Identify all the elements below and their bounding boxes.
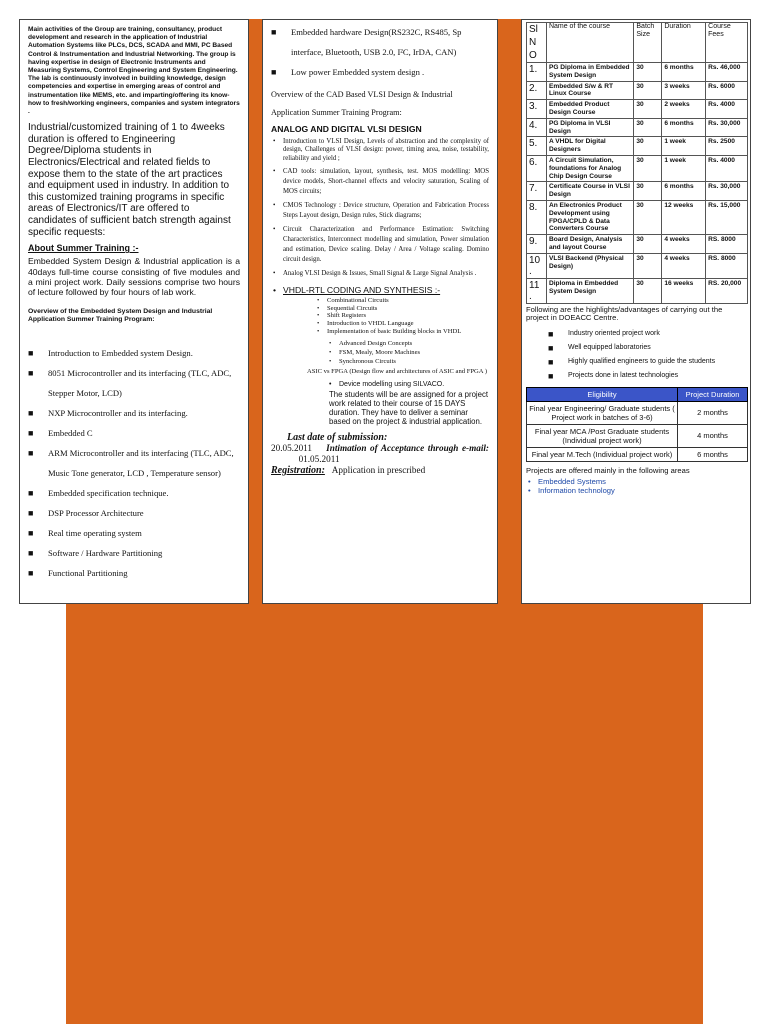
fees-cell: RS. 8000 bbox=[706, 253, 748, 278]
header-duration: Duration bbox=[662, 23, 706, 63]
course-rows bbox=[527, 63, 748, 304]
list-item: • CMOS Technology : Device structure, Operation and Fabrication Process Steps Layout design, Design rules, Stick diagrams; bbox=[271, 201, 489, 221]
eligibility-cell: Final year MCA /Post Graduate students (Individual project work) bbox=[527, 424, 678, 447]
vhdl-heading bbox=[271, 285, 489, 295]
advanced-topic-list bbox=[271, 339, 489, 366]
industrial-training-text: Industrial/customized training of 1 to 4weeks duration is offered to Engineering Degree/Diploma students in Electronics/Electrical and related fields to expose them to the state of the art practices and equipment used in industry. In addition to this customized training programs in specific areas of Electronics/IT are offered to candidates of sufficient batch strength against specific requests: bbox=[28, 122, 231, 238]
list-item: ■ Real time operating system bbox=[28, 523, 240, 543]
fees-cell: Rs. 30,000 bbox=[706, 118, 748, 137]
table-row bbox=[527, 63, 748, 82]
intimation-date: 01.05.2011 bbox=[298, 453, 340, 464]
vlsi-overview-heading: Overview of the CAD Based VLSI Design & Industrial Application Summer Training Program: bbox=[271, 90, 453, 117]
duration-cell: 4 weeks bbox=[662, 235, 706, 254]
list-item: ■ Well equipped laboratories bbox=[548, 341, 746, 355]
course-name-cell: Certificate Course in VLSI Design bbox=[546, 182, 633, 201]
sl-cell: 11 . bbox=[527, 278, 547, 303]
sl-cell: 10 . bbox=[527, 253, 547, 278]
batch-cell: 30 bbox=[634, 137, 662, 156]
sl-cell: 8. bbox=[527, 200, 547, 234]
vhdl-heading-text: VHDL-RTL CODING AND SYNTHESIS :- bbox=[283, 285, 441, 296]
table-row bbox=[527, 182, 748, 201]
embedded-module-list-cont bbox=[271, 22, 489, 82]
silvaco-text bbox=[271, 381, 489, 388]
sl-cell: 9. bbox=[527, 235, 547, 254]
fees-cell: Rs. 4000 bbox=[706, 100, 748, 119]
header-sl: Sl N O bbox=[527, 23, 547, 63]
table-row bbox=[527, 447, 748, 461]
fees-cell: RS. 20,000 bbox=[706, 278, 748, 303]
eligibility-cell: Final year M.Tech (Individual project work) bbox=[527, 447, 678, 461]
batch-cell: 30 bbox=[634, 200, 662, 234]
embedded-overview-heading: Overview of the Embedded System Design and Industrial Application Summer Training Program: bbox=[28, 307, 213, 324]
duration-cell: 12 weeks bbox=[662, 200, 706, 234]
project-note-text: The students will be are assigned for a project work related to their course of 15 DAYS duration. They have to deliver a seminar based on the project & industrial application. bbox=[329, 389, 489, 426]
sl-cell: 6. bbox=[527, 155, 547, 181]
areas-intro: Projects are offered mainly in the following areas bbox=[526, 465, 690, 475]
last-date-value: 20.05.2011 bbox=[271, 442, 313, 453]
duration-cell: 2 weeks bbox=[662, 100, 706, 119]
list-item: • Information technology bbox=[526, 486, 746, 495]
course-name-cell: VLSI Backend (Physical Design) bbox=[546, 253, 633, 278]
batch-cell: 30 bbox=[634, 63, 662, 82]
duration-cell: 6 months bbox=[662, 182, 706, 201]
vlsi-topic-list bbox=[271, 138, 489, 279]
list-item: • Synchronous Circuits bbox=[327, 357, 489, 366]
orange-backdrop-bottom bbox=[66, 604, 703, 1024]
sl-cell: 1. bbox=[527, 63, 547, 82]
advantages-intro: Following are the highlights/advantages of carrying out the project in DOEACC Centre. bbox=[526, 304, 723, 323]
fees-cell: Rs. 15,000 bbox=[706, 200, 748, 234]
batch-cell: 30 bbox=[634, 81, 662, 100]
table-row bbox=[527, 137, 748, 156]
list-item: • Shift Registers bbox=[315, 312, 489, 320]
list-item: ■ Highly qualified engineers to guide the students bbox=[548, 355, 746, 369]
bullet: • bbox=[329, 380, 332, 388]
fees-cell: Rs. 2500 bbox=[706, 137, 748, 156]
list-item: ■ Software / Hardware Partitioning bbox=[28, 543, 240, 563]
intimation-label: Intimation of Acceptance through e-mail: bbox=[326, 442, 489, 453]
course-name-cell: PG Diploma in VLSI Design bbox=[546, 118, 633, 137]
duration-cell: 6 months bbox=[662, 63, 706, 82]
sl-cell: 2. bbox=[527, 81, 547, 100]
duration-cell: 1 week bbox=[662, 155, 706, 181]
list-item: ■ Embedded C bbox=[28, 423, 240, 443]
batch-cell: 30 bbox=[634, 235, 662, 254]
embedded-module-list bbox=[28, 343, 240, 583]
orange-backdrop-middle bbox=[498, 19, 521, 604]
eligibility-table bbox=[526, 387, 748, 462]
list-item: ■ DSP Processor Architecture bbox=[28, 503, 240, 523]
batch-cell: 30 bbox=[634, 182, 662, 201]
course-name-cell: A VHDL for Digital Designers bbox=[546, 137, 633, 156]
last-date-label: Last date of submission: bbox=[287, 431, 388, 443]
areas-list bbox=[526, 477, 746, 495]
fees-cell: RS. 8000 bbox=[706, 235, 748, 254]
table-row bbox=[527, 253, 748, 278]
list-item: • Advanced Design Concepts bbox=[327, 339, 489, 348]
table-row bbox=[527, 424, 748, 447]
header-fees: Course Fees bbox=[706, 23, 748, 63]
list-item: ■ 8051 Microcontroller and its interfacing (TLC, ADC, Stepper Motor, LCD) bbox=[28, 363, 240, 403]
course-name-cell: Board Design, Analysis and layout Course bbox=[546, 235, 633, 254]
list-item: ■ Industry oriented project work bbox=[548, 327, 746, 341]
table-row bbox=[527, 155, 748, 181]
list-item: ■ Embedded hardware Design(RS232C, RS485, Sp interface, Bluetooth, USB 2.0, I²C, IrDA, CAN) bbox=[271, 22, 489, 62]
list-item: ■ Low power Embedded system design . bbox=[271, 62, 489, 82]
duration-cell: 1 week bbox=[662, 137, 706, 156]
sl-cell: 5. bbox=[527, 137, 547, 156]
batch-cell: 30 bbox=[634, 118, 662, 137]
header-batch: Batch Size bbox=[634, 23, 662, 63]
sl-cell: 7. bbox=[527, 182, 547, 201]
list-item: • CAD tools: simulation, layout, synthesis, test. MOS modelling: MOS device models, Short-channel effects and velocity saturation, Scaling of MOS circuits; bbox=[271, 167, 489, 197]
course-name-cell: A Circuit Simulation, foundations for Analog Chip Design Course bbox=[546, 155, 633, 181]
batch-cell: 30 bbox=[634, 155, 662, 181]
list-item: • Sequential Circuits bbox=[315, 305, 489, 313]
advantages-list bbox=[526, 327, 746, 383]
course-table bbox=[526, 22, 748, 304]
eligibility-cell: Final year Engineering/ Graduate students ( Project work in batches of 3-6) bbox=[527, 401, 678, 424]
group-activities-text: Main activities of the Group are training, consultancy, product development and research in the application of Industrial Automation Systems like PLCs, DCS, SCADA and MMI, PC Based Control & Instrumentation and Industrial Networking. The group is having expertise in design of Electronic Instruments and Measuring Systems, Control Engineering and System Engineering. The lab is continuously involved in building knowledge, design competencies and expertise in emerging areas of control and instrumentation like MEMS, etc. and imparting/offering its know-how to fresh/working engineers, companies and system integrators . bbox=[28, 26, 240, 116]
list-item: ■ ARM Microcontroller and its interfacing (TLC, ADC, Music Tone generator, LCD , Temperature sensor) bbox=[28, 443, 240, 483]
list-item: ■ Projects done in latest technologies bbox=[548, 369, 746, 383]
duration-cell: 6 months bbox=[678, 447, 748, 461]
header-name: Name of the course bbox=[546, 23, 633, 63]
table-header-row bbox=[527, 23, 748, 63]
table-row bbox=[527, 278, 748, 303]
asic-fpga-text: ASIC vs FPGA (Design flow and architectures of ASIC and FPGA ) bbox=[307, 368, 488, 376]
list-item: • Introduction to VLSI Design, Levels of abstraction and the complexity of design, Challenges of VLSI design: power, timing area, noise, testability, reliability and yield ; bbox=[271, 138, 489, 163]
batch-cell: 30 bbox=[634, 253, 662, 278]
silvaco-label: Device modelling using SILVACO. bbox=[339, 380, 445, 388]
batch-cell: 30 bbox=[634, 100, 662, 119]
batch-cell: 30 bbox=[634, 278, 662, 303]
brochure-column-middle bbox=[262, 19, 498, 604]
orange-backdrop-gap bbox=[249, 19, 262, 604]
list-item: • FSM, Mealy, Moore Machines bbox=[327, 348, 489, 357]
list-item: • Analog VLSI Design & Issues, Small Signal & Large Signal Analysis . bbox=[271, 269, 489, 279]
duration-cell: 2 months bbox=[678, 401, 748, 424]
table-row bbox=[527, 81, 748, 100]
duration-cell: 4 months bbox=[678, 424, 748, 447]
brochure-column-right bbox=[521, 19, 751, 604]
list-item: • Circuit Characterization and Performance Estimation: Switching Characteristics, Interconnect modelling and simulation, Power simulation and estimation, Device scaling. Delay / Area / Voltage scaling. Domino circuit design. bbox=[271, 225, 489, 265]
fees-cell: Rs. 4000 bbox=[706, 155, 748, 181]
registration-row bbox=[271, 465, 489, 476]
table-row bbox=[527, 235, 748, 254]
list-item: • Embedded Systems bbox=[526, 477, 746, 486]
list-item: • Combinational Circuits bbox=[315, 297, 489, 305]
vhdl-topic-list bbox=[271, 297, 489, 335]
registration-label: Registration: bbox=[271, 464, 325, 476]
fees-cell: Rs. 30,000 bbox=[706, 182, 748, 201]
submission-row bbox=[271, 443, 489, 465]
list-item: • Introduction to VHDL Language bbox=[315, 320, 489, 328]
sl-cell: 3. bbox=[527, 100, 547, 119]
table-row bbox=[527, 200, 748, 234]
table-header-row bbox=[527, 387, 748, 401]
list-item: ■ NXP Microcontroller and its interfacing. bbox=[28, 403, 240, 423]
course-name-cell: Embedded S/w & RT Linux Course bbox=[546, 81, 633, 100]
course-name-cell: Embedded Product Design Course bbox=[546, 100, 633, 119]
list-item: • Implementation of basic Building blocks in VHDL bbox=[315, 328, 489, 336]
duration-cell: 6 months bbox=[662, 118, 706, 137]
table-row bbox=[527, 118, 748, 137]
vlsi-section-heading: ANALOG AND DIGITAL VLSI DESIGN bbox=[271, 124, 422, 134]
course-name-cell: An Electronics Product Development using FPGA/CPLD & Data Converters Course bbox=[546, 200, 633, 234]
fees-cell: Rs. 46,000 bbox=[706, 63, 748, 82]
header-eligibility: Eligibility bbox=[527, 387, 678, 401]
table-row bbox=[527, 401, 748, 424]
summer-training-heading: About Summer Training :- bbox=[28, 243, 139, 254]
course-name-cell: PG Diploma in Embedded System Design bbox=[546, 63, 633, 82]
duration-cell: 16 weeks bbox=[662, 278, 706, 303]
course-name-cell: Diploma in Embedded System Design bbox=[546, 278, 633, 303]
table-row bbox=[527, 100, 748, 119]
list-item: ■ Functional Partitioning bbox=[28, 563, 240, 583]
fees-cell: Rs. 6000 bbox=[706, 81, 748, 100]
duration-cell: 3 weeks bbox=[662, 81, 706, 100]
sl-cell: 4. bbox=[527, 118, 547, 137]
list-item: ■ Introduction to Embedded system Design. bbox=[28, 343, 240, 363]
list-item: ■ Embedded specification technique. bbox=[28, 483, 240, 503]
summer-training-text: Embedded System Design & Industrial application is a 40days full-time course consisting of five modules and a mini project work. Daily sessions comprise two hours of lecture followed by four hours of lab work. bbox=[28, 256, 240, 298]
header-project-duration: Project Duration bbox=[678, 387, 748, 401]
registration-text: Application in prescribed bbox=[331, 464, 426, 475]
bullet: • bbox=[273, 285, 277, 296]
duration-cell: 4 weeks bbox=[662, 253, 706, 278]
brochure-column-left bbox=[19, 19, 249, 604]
